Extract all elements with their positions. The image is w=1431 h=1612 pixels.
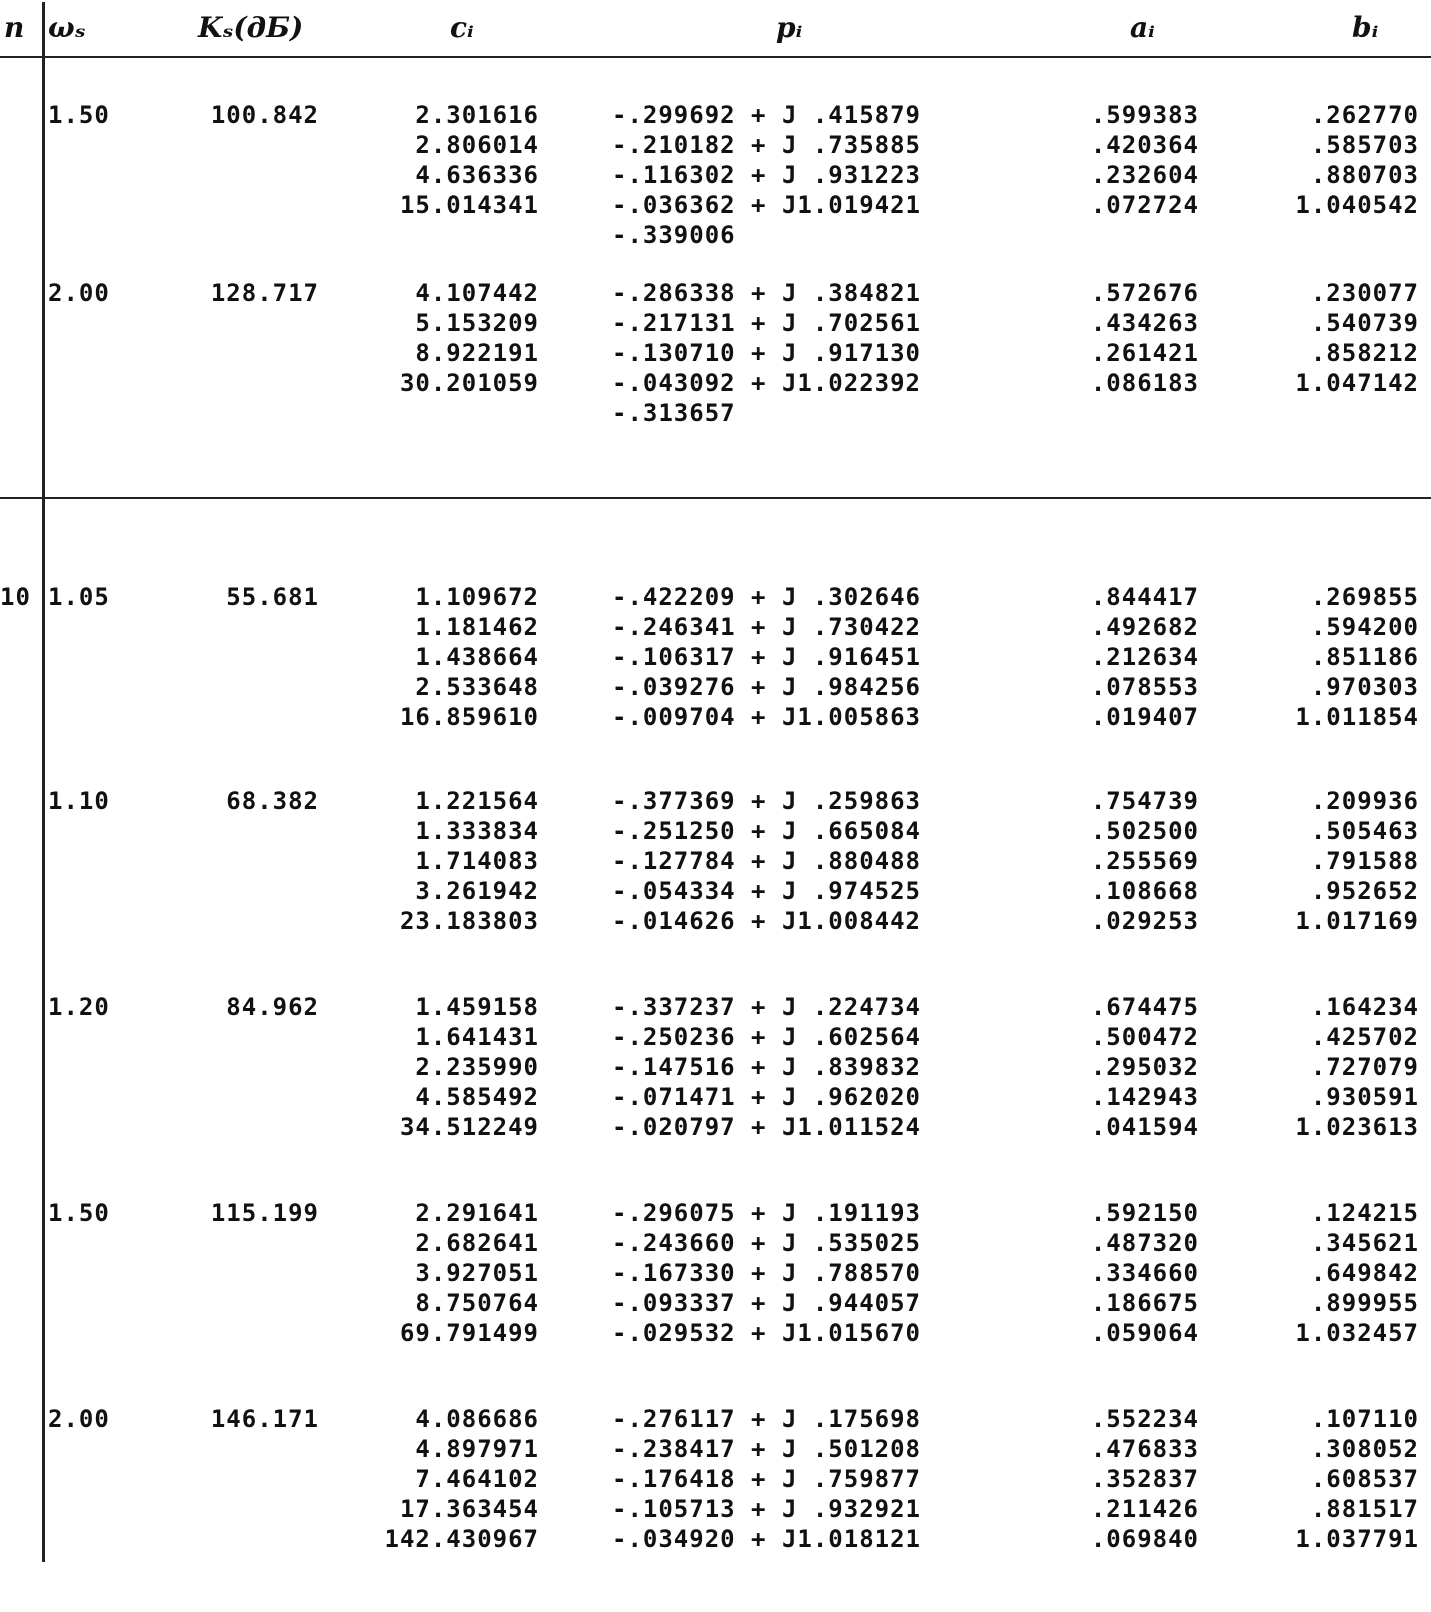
- cell-omega-s: 1.10: [48, 787, 110, 815]
- table-row: [0, 130, 1431, 160]
- cell-b: .881517: [1310, 1495, 1419, 1523]
- cell-b: .952652: [1310, 877, 1419, 905]
- cell-b: 1.017169: [1295, 907, 1419, 935]
- cell-p: -.377369 + J .259863: [612, 787, 921, 815]
- cell-a: .572676: [1090, 279, 1199, 307]
- cell-p: -.422209 + J .302646: [612, 583, 921, 611]
- cell-p: -.116302 + J .931223: [612, 161, 921, 189]
- table-row: [0, 160, 1431, 190]
- cell-c: 4.086686: [415, 1405, 539, 1433]
- table-row: [0, 1464, 1431, 1494]
- cell-b: .851186: [1310, 643, 1419, 671]
- cell-p: -.147516 + J .839832: [612, 1053, 921, 1081]
- section-divider: [0, 497, 1431, 499]
- cell-b: .425702: [1310, 1023, 1419, 1051]
- cell-k-s: 84.962: [226, 993, 319, 1021]
- table-group: [0, 100, 1431, 250]
- table-row: [0, 582, 1431, 612]
- cell-c: 15.014341: [399, 191, 539, 219]
- header-p: pᵢ: [776, 11, 803, 44]
- cell-b: .585703: [1310, 131, 1419, 159]
- table-row: [0, 702, 1431, 732]
- table-row: [0, 1434, 1431, 1464]
- cell-b: .262770: [1310, 101, 1419, 129]
- cell-p: -.276117 + J .175698: [612, 1405, 921, 1433]
- cell-a: .211426: [1090, 1495, 1199, 1523]
- cell-a: .476833: [1090, 1435, 1199, 1463]
- cell-a: .334660: [1090, 1259, 1199, 1287]
- cell-a: .255569: [1090, 847, 1199, 875]
- table-row: [0, 100, 1431, 130]
- cell-b: 1.011854: [1295, 703, 1419, 731]
- cell-p: -.250236 + J .602564: [612, 1023, 921, 1051]
- cell-b: .858212: [1310, 339, 1419, 367]
- cell-p: -.043092 + J1.022392: [612, 369, 921, 397]
- cell-c: 1.221564: [415, 787, 539, 815]
- cell-b: .269855: [1310, 583, 1419, 611]
- header-k-s: Kₛ(дБ): [198, 11, 304, 44]
- cell-b: 1.023613: [1295, 1113, 1419, 1141]
- cell-a: .029253: [1090, 907, 1199, 935]
- table-row: [0, 190, 1431, 220]
- cell-a: .069840: [1090, 1525, 1199, 1553]
- cell-b: .230077: [1310, 279, 1419, 307]
- cell-p: -.034920 + J1.018121: [612, 1525, 921, 1553]
- cell-c: 2.533648: [415, 673, 539, 701]
- table-row: [0, 220, 1431, 250]
- cell-c: 4.636336: [415, 161, 539, 189]
- table-row: [0, 876, 1431, 906]
- cell-p: -.167330 + J .788570: [612, 1259, 921, 1287]
- cell-c: 30.201059: [399, 369, 539, 397]
- cell-p: -.337237 + J .224734: [612, 993, 921, 1021]
- cell-a: .212634: [1090, 643, 1199, 671]
- cell-p: -.105713 + J .932921: [612, 1495, 921, 1523]
- cell-a: .019407: [1090, 703, 1199, 731]
- cell-p: -.246341 + J .730422: [612, 613, 921, 641]
- cell-k-s: 68.382: [226, 787, 319, 815]
- cell-p: -.020797 + J1.011524: [612, 1113, 921, 1141]
- cell-c: 17.363454: [399, 1495, 539, 1523]
- cell-c: 142.430967: [384, 1525, 539, 1553]
- cell-c: 2.682641: [415, 1229, 539, 1257]
- cell-b: .540739: [1310, 309, 1419, 337]
- cell-b: .107110: [1310, 1405, 1419, 1433]
- cell-p: -.217131 + J .702561: [612, 309, 921, 337]
- table-row: [0, 1228, 1431, 1258]
- table-header: [0, 0, 1431, 56]
- cell-a: .434263: [1090, 309, 1199, 337]
- table-row: [0, 398, 1431, 428]
- cell-b: .124215: [1310, 1199, 1419, 1227]
- cell-p: -.313657: [612, 399, 736, 427]
- cell-c: 5.153209: [415, 309, 539, 337]
- cell-c: 4.897971: [415, 1435, 539, 1463]
- cell-b: .164234: [1310, 993, 1419, 1021]
- cell-p: -.251250 + J .665084: [612, 817, 921, 845]
- cell-k-s: 55.681: [226, 583, 319, 611]
- cell-b: .649842: [1310, 1259, 1419, 1287]
- cell-a: .108668: [1090, 877, 1199, 905]
- table-row: [0, 1112, 1431, 1142]
- cell-p: -.009704 + J1.005863: [612, 703, 921, 731]
- cell-c: 1.641431: [415, 1023, 539, 1051]
- cell-c: 1.109672: [415, 583, 539, 611]
- cell-p: -.093337 + J .944057: [612, 1289, 921, 1317]
- cell-b: .345621: [1310, 1229, 1419, 1257]
- cell-a: .552234: [1090, 1405, 1199, 1433]
- table-row: [0, 1288, 1431, 1318]
- cell-p: -.339006: [612, 221, 736, 249]
- cell-a: .086183: [1090, 369, 1199, 397]
- table-row: [0, 816, 1431, 846]
- table-row: [0, 338, 1431, 368]
- cell-b: .899955: [1310, 1289, 1419, 1317]
- cell-p: -.014626 + J1.008442: [612, 907, 921, 935]
- cell-c: 2.806014: [415, 131, 539, 159]
- header-n: n: [4, 11, 25, 44]
- cell-n: 10: [0, 583, 31, 611]
- table-row: [0, 1082, 1431, 1112]
- table-row: [0, 612, 1431, 642]
- cell-p: -.299692 + J .415879: [612, 101, 921, 129]
- cell-omega-s: 1.50: [48, 101, 110, 129]
- cell-p: -.127784 + J .880488: [612, 847, 921, 875]
- cell-c: 4.107442: [415, 279, 539, 307]
- table-row: [0, 672, 1431, 702]
- cell-a: .754739: [1090, 787, 1199, 815]
- cell-p: -.176418 + J .759877: [612, 1465, 921, 1493]
- cell-c: 8.922191: [415, 339, 539, 367]
- table-row: [0, 992, 1431, 1022]
- cell-a: .500472: [1090, 1023, 1199, 1051]
- table-row: [0, 368, 1431, 398]
- cell-p: -.286338 + J .384821: [612, 279, 921, 307]
- cell-p: -.238417 + J .501208: [612, 1435, 921, 1463]
- cell-omega-s: 2.00: [48, 1405, 110, 1433]
- cell-p: -.039276 + J .984256: [612, 673, 921, 701]
- cell-a: .186675: [1090, 1289, 1199, 1317]
- cell-p: -.130710 + J .917130: [612, 339, 921, 367]
- cell-c: 8.750764: [415, 1289, 539, 1317]
- cell-c: 23.183803: [399, 907, 539, 935]
- table-row: [0, 1404, 1431, 1434]
- cell-a: .059064: [1090, 1319, 1199, 1347]
- cell-a: .078553: [1090, 673, 1199, 701]
- cell-c: 2.301616: [415, 101, 539, 129]
- cell-b: .209936: [1310, 787, 1419, 815]
- table-row: [0, 1022, 1431, 1052]
- cell-c: 16.859610: [399, 703, 539, 731]
- table-group: [0, 992, 1431, 1142]
- table-row: [0, 1198, 1431, 1228]
- table-group: [0, 278, 1431, 428]
- table-group: [0, 1404, 1431, 1554]
- cell-c: 2.291641: [415, 1199, 539, 1227]
- cell-a: .352837: [1090, 1465, 1199, 1493]
- cell-b: 1.037791: [1295, 1525, 1419, 1553]
- cell-c: 3.261942: [415, 877, 539, 905]
- cell-b: .594200: [1310, 613, 1419, 641]
- cell-k-s: 146.171: [210, 1405, 319, 1433]
- table-row: [0, 786, 1431, 816]
- table-row: [0, 846, 1431, 876]
- cell-a: .041594: [1090, 1113, 1199, 1141]
- cell-p: -.071471 + J .962020: [612, 1083, 921, 1111]
- table-row: [0, 1258, 1431, 1288]
- cell-p: -.029532 + J1.015670: [612, 1319, 921, 1347]
- cell-b: .791588: [1310, 847, 1419, 875]
- cell-omega-s: 2.00: [48, 279, 110, 307]
- cell-a: .502500: [1090, 817, 1199, 845]
- cell-a: .599383: [1090, 101, 1199, 129]
- table-group: [0, 582, 1431, 732]
- table-row: [0, 308, 1431, 338]
- cell-b: 1.047142: [1295, 369, 1419, 397]
- cell-omega-s: 1.05: [48, 583, 110, 611]
- cell-c: 2.235990: [415, 1053, 539, 1081]
- cell-p: -.296075 + J .191193: [612, 1199, 921, 1227]
- cell-p: -.106317 + J .916451: [612, 643, 921, 671]
- table-row: [0, 1052, 1431, 1082]
- cell-c: 1.459158: [415, 993, 539, 1021]
- cell-c: 4.585492: [415, 1083, 539, 1111]
- cell-a: .295032: [1090, 1053, 1199, 1081]
- cell-a: .232604: [1090, 161, 1199, 189]
- table-row: [0, 906, 1431, 936]
- cell-b: .880703: [1310, 161, 1419, 189]
- table-row: [0, 1524, 1431, 1554]
- cell-a: .261421: [1090, 339, 1199, 367]
- header-divider: [0, 56, 1431, 58]
- cell-a: .844417: [1090, 583, 1199, 611]
- cell-b: .608537: [1310, 1465, 1419, 1493]
- cell-a: .420364: [1090, 131, 1199, 159]
- cell-a: .674475: [1090, 993, 1199, 1021]
- cell-a: .492682: [1090, 613, 1199, 641]
- cell-b: .970303: [1310, 673, 1419, 701]
- cell-b: 1.032457: [1295, 1319, 1419, 1347]
- cell-c: 1.333834: [415, 817, 539, 845]
- cell-b: .308052: [1310, 1435, 1419, 1463]
- table-group: [0, 786, 1431, 936]
- cell-a: .072724: [1090, 191, 1199, 219]
- cell-c: 1.181462: [415, 613, 539, 641]
- cell-b: .727079: [1310, 1053, 1419, 1081]
- table-row: [0, 1318, 1431, 1348]
- cell-b: .505463: [1310, 817, 1419, 845]
- table-group: [0, 1198, 1431, 1348]
- cell-c: 1.438664: [415, 643, 539, 671]
- cell-omega-s: 1.50: [48, 1199, 110, 1227]
- cell-k-s: 100.842: [210, 101, 319, 129]
- table-row: [0, 1494, 1431, 1524]
- header-c: cᵢ: [450, 11, 474, 44]
- cell-c: 7.464102: [415, 1465, 539, 1493]
- cell-c: 1.714083: [415, 847, 539, 875]
- table-row: [0, 642, 1431, 672]
- cell-p: -.210182 + J .735885: [612, 131, 921, 159]
- header-a: aᵢ: [1130, 11, 1155, 44]
- cell-a: .592150: [1090, 1199, 1199, 1227]
- header-omega-s: ωₛ: [48, 11, 86, 44]
- table-row: [0, 278, 1431, 308]
- cell-a: .487320: [1090, 1229, 1199, 1257]
- cell-b: .930591: [1310, 1083, 1419, 1111]
- cell-p: -.054334 + J .974525: [612, 877, 921, 905]
- cell-c: 3.927051: [415, 1259, 539, 1287]
- cell-k-s: 128.717: [210, 279, 319, 307]
- header-b: bᵢ: [1352, 11, 1379, 44]
- cell-p: -.036362 + J1.019421: [612, 191, 921, 219]
- cell-omega-s: 1.20: [48, 993, 110, 1021]
- cell-b: 1.040542: [1295, 191, 1419, 219]
- cell-k-s: 115.199: [210, 1199, 319, 1227]
- cell-p: -.243660 + J .535025: [612, 1229, 921, 1257]
- cell-c: 69.791499: [399, 1319, 539, 1347]
- cell-c: 34.512249: [399, 1113, 539, 1141]
- cell-a: .142943: [1090, 1083, 1199, 1111]
